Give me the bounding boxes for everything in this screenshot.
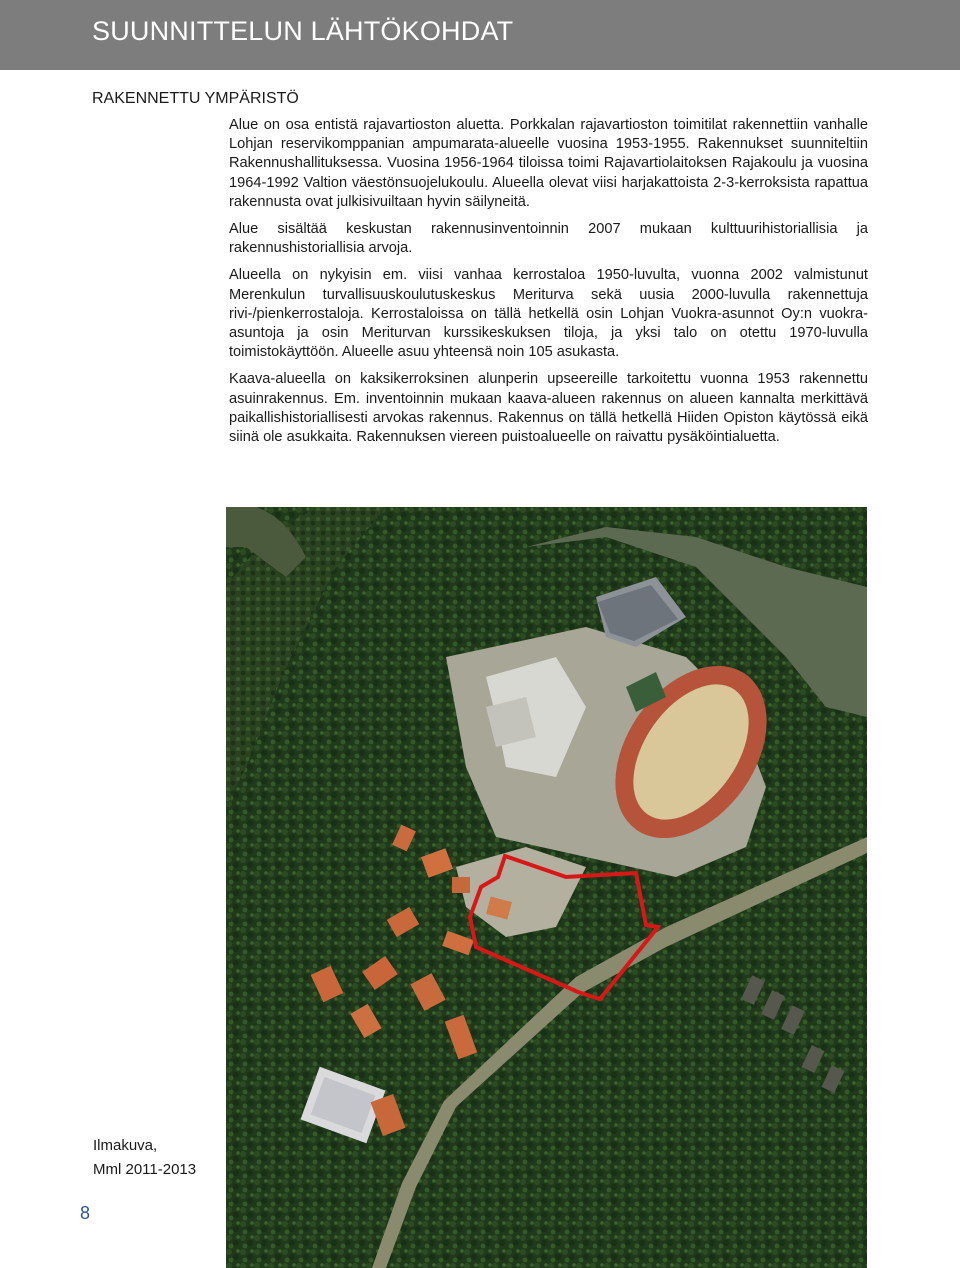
paragraph-history: Alue on osa entistä rajavartioston aluetta. Porkkalan rajavartioston toimitilat rakennettiin vanhalle Lohjan reservikomppanian ampumarata-alueelle vuosina 1953-1955. Rakennukset suunniteltiin Rakennushallituksessa. Vuosina 1956-1964 tiloissa toimi Rajavartiolaitoksen Rajakoulu ja vuosina 1964-1992 Valtion väestönsuojelukoulu. Alueella olevat viisi harjakattoista 2-3-kerroksista rapattua rakennusta ovat julkisivuiltaan hyvin säilyneitä.: [229, 117, 868, 210]
caption-line-1: Ilmakuva,: [93, 1137, 158, 1154]
page-title: SUUNNITTELUN LÄHTÖKOHDAT: [92, 16, 514, 46]
header-band: [0, 0, 960, 70]
paragraph-plan-area: Kaava-alueella on kaksikerroksinen alunperin upseereille tarkoitettu vuonna 1953 rakennettu asuinrakennus. Em. inventoinnin mukaan kaava-alueen rakennus on alueen kannalta merkittävä paikallishistoriallisesti arvokas rakennus. Rakennus on tällä hetkellä Hiiden Opiston käytössä eikä siinä ole asukkaita. Rakennuksen viereen puistoalueelle on raivattu pysäköintialuetta.: [229, 371, 868, 446]
paragraph-inventory: Alue sisältää keskustan rakennusinventoinnin 2007 mukaan kulttuurihistoriallisia ja rakennushistoriallisia arvoja.: [229, 221, 868, 257]
page-number: 8: [80, 1203, 91, 1223]
section-heading: RAKENNETTU YMPÄRISTÖ: [92, 90, 299, 107]
aerial-photo: [226, 507, 867, 1268]
photo-caption: [93, 1134, 196, 1182]
caption-line-2: Mml 2011-2013: [93, 1161, 197, 1178]
paragraph-current-use: Alueella on nykyisin em. viisi vanhaa kerrostaloa 1950-luvulta, vuonna 2002 valmistunut Merenkulun turvallisuuskoulutuskeskus Meriturva sekä uusia 2000-luvulla rakennettuja rivi-/pienkerrostaloja. Kerrostaloissa on tällä hetkellä osin Lohjan Vuokra-asunnot Oy:n vuokra-asuntoja ja osin Meriturvan kurssikeskuksen tiloja, ja yksi talo on otettu 1970-luvulla toimistokäyttöön. Alueelle asuu yhteensä noin 105 asukasta.: [229, 267, 868, 361]
body-text: [229, 116, 868, 455]
